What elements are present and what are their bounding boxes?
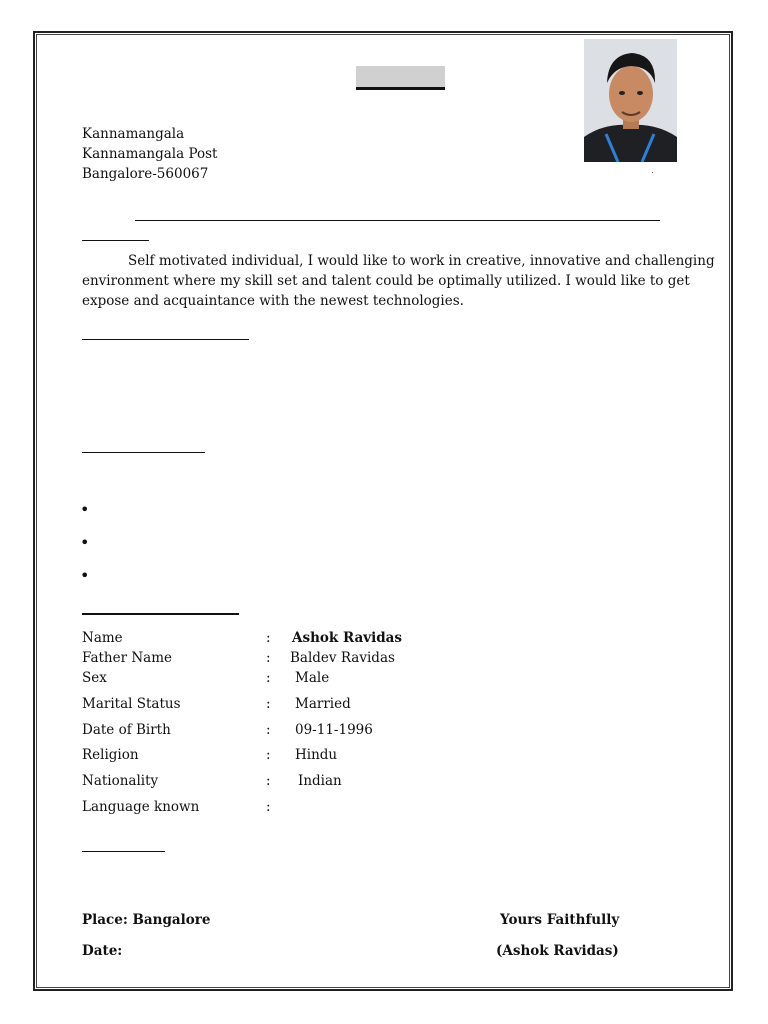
detail-value-date-of-birth: 09-11-1996 bbox=[295, 722, 373, 738]
detail-value-nationality: Indian bbox=[298, 773, 342, 789]
address-line-1: Kannamangala bbox=[82, 126, 185, 142]
address-line-2: Kannamangala Post bbox=[82, 146, 218, 162]
detail-colon: : bbox=[266, 747, 271, 763]
closing-text: Yours Faithfully bbox=[500, 912, 620, 928]
detail-colon: : bbox=[266, 670, 271, 686]
detail-value-father-name: Baldev Ravidas bbox=[290, 650, 395, 666]
objective-heading-rule bbox=[82, 240, 149, 241]
title-underline bbox=[356, 87, 445, 90]
date-text: Date: bbox=[82, 943, 123, 959]
detail-colon: : bbox=[266, 696, 271, 712]
bullet-item: • bbox=[80, 500, 90, 519]
signature-name: (Ashok Ravidas) bbox=[496, 943, 619, 959]
detail-label-name: Name bbox=[82, 630, 123, 646]
stray-mark bbox=[652, 172, 653, 173]
detail-colon: : bbox=[266, 722, 271, 738]
detail-value-sex: Male bbox=[295, 670, 330, 686]
separator-rule bbox=[135, 220, 660, 221]
detail-value-marital-status: Married bbox=[295, 696, 351, 712]
detail-value-name: Ashok Ravidas bbox=[292, 630, 402, 646]
objective-text: Self motivated individual, I would like to work in creative, innovative and challenging environment where my skill set and talent could be optimally utilized. I would like to get expose and acquaintance with the newest technologies. bbox=[82, 253, 715, 309]
detail-label-sex: Sex bbox=[82, 670, 107, 686]
detail-label-father-name: Father Name bbox=[82, 650, 173, 666]
detail-label-religion: Religion bbox=[82, 747, 139, 763]
objective-paragraph bbox=[82, 251, 722, 311]
section-heading-rule-1 bbox=[82, 339, 249, 340]
title-placeholder bbox=[356, 66, 445, 87]
detail-label-marital-status: Marital Status bbox=[82, 696, 181, 712]
detail-colon: : bbox=[266, 773, 271, 789]
bullet-item: • bbox=[80, 566, 90, 585]
place-text: Place: Bangalore bbox=[82, 912, 211, 928]
detail-label-nationality: Nationality bbox=[82, 773, 159, 789]
address-line-3: Bangalore-560067 bbox=[82, 166, 209, 182]
detail-colon: : bbox=[266, 799, 271, 815]
declaration-heading-rule bbox=[82, 851, 165, 852]
personal-details-heading-rule bbox=[82, 613, 239, 615]
detail-colon: : bbox=[266, 630, 271, 646]
detail-label-date-of-birth: Date of Birth bbox=[82, 722, 171, 738]
bullet-item: • bbox=[80, 533, 90, 552]
section-heading-rule-2 bbox=[82, 452, 205, 453]
detail-value-religion: Hindu bbox=[295, 747, 338, 763]
detail-label-language-known: Language known bbox=[82, 799, 200, 815]
detail-colon: : bbox=[266, 650, 271, 666]
profile-photo bbox=[584, 39, 677, 162]
